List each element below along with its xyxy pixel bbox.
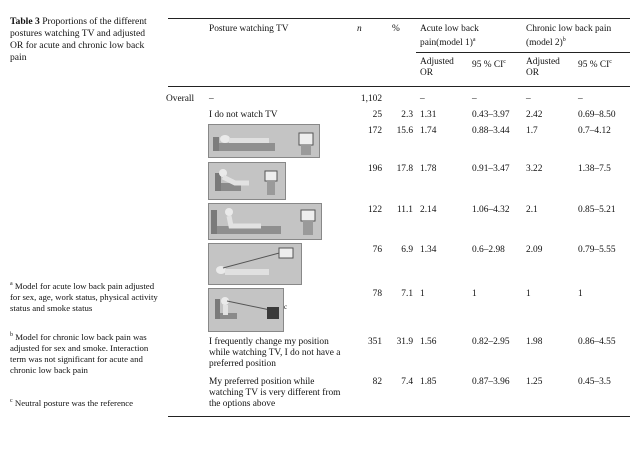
table-cell: 1.78 xyxy=(420,164,437,174)
table-cell: 1.34 xyxy=(420,245,437,255)
table-cell: 172 xyxy=(367,126,382,136)
table-cell: 0.91–3.47 xyxy=(472,164,510,174)
table-cell: – xyxy=(209,94,214,104)
table-cell: – xyxy=(420,94,425,104)
table-cell: 78 xyxy=(372,289,382,299)
header-acute-or: Adjusted OR xyxy=(420,57,454,78)
table-cell: 0.7–4.12 xyxy=(578,126,611,136)
table-cell: 2.09 xyxy=(526,245,543,255)
header-chronic-or: Adjusted OR xyxy=(526,57,560,78)
table-cell: 0.79–5.55 xyxy=(578,245,616,255)
table-cell: 1 xyxy=(472,289,477,299)
table-cell: 1 xyxy=(578,289,583,299)
table-cell: 1.98 xyxy=(526,337,543,347)
table-cell: 11.1 xyxy=(396,205,413,215)
header-acute: Acute low back pain(model 1)$^a$ xyxy=(420,24,479,49)
table-cell: 1 xyxy=(420,289,425,299)
lying-on-floor-posture-icon xyxy=(208,243,302,285)
table-cell: 0.45–3.5 xyxy=(578,377,611,387)
table-cell: 31.9 xyxy=(396,337,413,347)
table-cell: – xyxy=(578,94,583,104)
table-cell: 1 xyxy=(526,289,531,299)
table-title: Proportions of the different postures watching TV and adjusted OR for acute and chronic low back pain xyxy=(10,16,147,63)
reclining-in-chair-posture-icon xyxy=(208,162,286,200)
table-cell: 3.22 xyxy=(526,164,543,174)
table-cell: 1,102 xyxy=(360,94,382,104)
table-cell: 1.85 xyxy=(420,377,437,387)
neutral-reference-mark: c xyxy=(284,303,288,311)
table-cell: 1.38–7.5 xyxy=(578,164,611,174)
table-cell: 0.69–8.50 xyxy=(578,110,616,120)
table-cell: – xyxy=(526,94,531,104)
table-top-rule xyxy=(168,18,630,19)
table-cell: 76 xyxy=(372,245,382,255)
table-cell: 0.87–3.96 xyxy=(472,377,510,387)
table-cell: 6.9 xyxy=(401,245,413,255)
table-cell: 0.86–4.55 xyxy=(578,337,616,347)
table-bottom-rule xyxy=(168,416,630,417)
table-cell: 7.4 xyxy=(401,377,413,387)
table-cell: 0.88–3.44 xyxy=(472,126,510,136)
header-posture: Posture watching TV xyxy=(209,24,289,34)
table-cell: 2.1 xyxy=(526,205,538,215)
table-label: Table 3 xyxy=(10,16,40,27)
table-cell: 351 xyxy=(367,337,382,347)
table-cell: 122 xyxy=(367,205,382,215)
table-cell: 2.3 xyxy=(401,110,413,120)
table-cell: 1.7 xyxy=(526,126,538,136)
header-chronic: Chronic low back pain (model 2)$^b$ xyxy=(526,24,612,49)
table-cell: 7.1 xyxy=(401,289,413,299)
table-cell: 0.6–2.98 xyxy=(472,245,505,255)
table-cell: 196 xyxy=(367,164,382,174)
sitting-on-bed-posture-icon xyxy=(208,203,322,240)
table-cell: 0.43–3.97 xyxy=(472,110,510,120)
header-percent: % xyxy=(392,24,400,34)
table-cell: 0.82–2.95 xyxy=(472,337,510,347)
group-header-rule xyxy=(416,52,630,53)
table-cell: 1.74 xyxy=(420,126,437,136)
table-cell: 2.14 xyxy=(420,205,437,215)
table-cell: 25 xyxy=(372,110,382,120)
table-caption xyxy=(10,16,160,64)
table-cell: 1.31 xyxy=(420,110,437,120)
header-acute-ci: 95 % $CI^c$ xyxy=(472,59,506,71)
table-cell: – xyxy=(472,94,477,104)
upright-sitting-neutral-posture-icon xyxy=(208,288,284,332)
footnote-c: $^c$ Neutral posture was the reference xyxy=(10,397,134,408)
table-cell: 17.8 xyxy=(396,164,413,174)
header-bottom-rule xyxy=(168,86,630,87)
table-cell: 1.06–4.32 xyxy=(472,205,510,215)
table-cell: I do not watch TV xyxy=(209,110,278,120)
table-cell: 2.42 xyxy=(526,110,543,120)
lying-on-sofa-posture-icon xyxy=(208,124,320,158)
header-chronic-ci: 95 % $CI^c$ xyxy=(578,59,612,71)
table-cell: 1.25 xyxy=(526,377,543,387)
table-cell: 1.56 xyxy=(420,337,437,347)
table-cell: My preferred position while watching TV is very different from the options above xyxy=(209,377,341,409)
footnote-b: $^b$ Model for chronic low back pain was adjusted for sex and smoke. Interaction term was not significant for acute and chronic low back pain xyxy=(10,331,149,375)
header-n: n xyxy=(357,24,362,34)
table-cell: 15.6 xyxy=(396,126,413,136)
row-label-overall: Overall xyxy=(166,94,195,104)
footnote-a: $^a$ Model for acute low back pain adjusted for sex, age, work status, physical activity status and smoke status xyxy=(10,280,158,313)
table-cell: I frequently change my position while watching TV, I do not have a preferred position xyxy=(209,337,341,369)
table-cell: 0.85–5.21 xyxy=(578,205,616,215)
table-cell: 82 xyxy=(372,377,382,387)
